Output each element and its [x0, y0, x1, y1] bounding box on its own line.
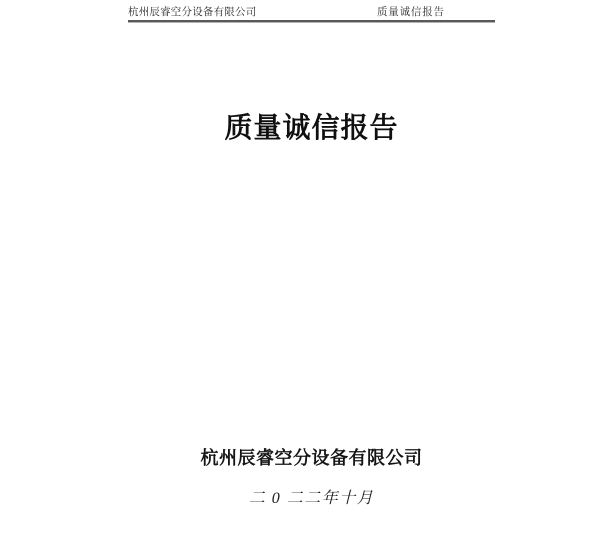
header-company-name: 杭州辰睿空分设备有限公司 [128, 7, 257, 18]
page-title: 质量诚信报告 [224, 112, 399, 143]
cover-company-name: 杭州辰睿空分设备有限公司 [200, 448, 423, 468]
header-report-title: 质量诚信报告 [377, 7, 445, 18]
cover-date: 二 0 二二年十月 [248, 490, 375, 507]
header-rule [128, 20, 495, 23]
